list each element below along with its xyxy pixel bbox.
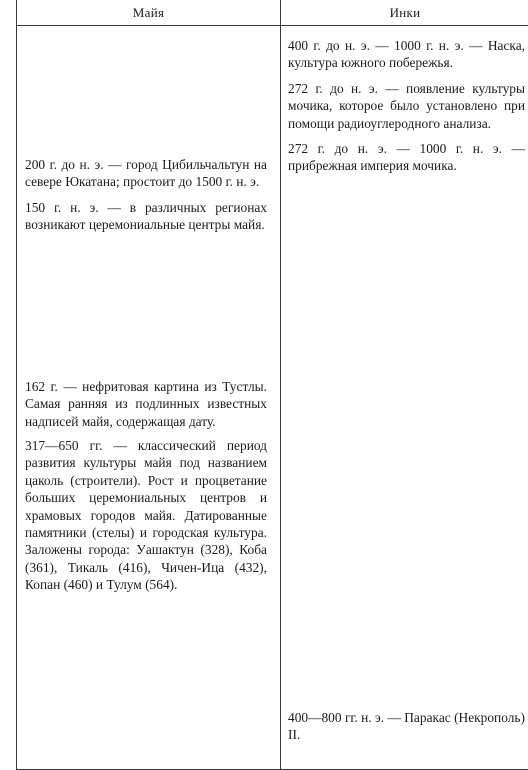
- entry-text: 317—650 гг. — классический период развития культуры майя под названием цаколь (строители). Рост и процветание больших церемониальных центров и храмовых городов майя. Датированные памятники (стелы) и городская культура. Заложены города: Уашактун (328), Коба (361), Тикаль (416), Чичен-Ица (432), Копан (460) и Тулум (564).: [25, 438, 267, 593]
- inca-entry-paracas: [288, 709, 525, 744]
- entry-text: 150 г. н. э. — в различных регионах возникают церемониальные центры майя.: [25, 200, 267, 233]
- entry-text: 272 г. до н. э. — появление культуры мочика, которое было установлено при помощи радиоуглеродного анализа.: [288, 81, 525, 131]
- entry-text: 162 г. — нефритовая картина из Тустлы. Самая ранняя из подлинных известных надписей майя, содержащая дату.: [25, 379, 267, 429]
- chronology-table: [16, 0, 528, 770]
- maya-entry-ceremonial-centers: [25, 199, 267, 234]
- table-header: [17, 0, 528, 26]
- inca-entry-mochica-appearance: [288, 80, 525, 132]
- entry-text: 400 г. до н. э. — 1000 г. н. э. — Наска, культура южного побережья.: [288, 38, 525, 71]
- maya-entry-tuxtla: [25, 378, 267, 430]
- entry-text: 272 г. до н. э. — 1000 г. н. э. — прибрежная империя мочика.: [288, 141, 525, 174]
- entry-text: 200 г. до н. э. — город Цибильчальтун на севере Юкатана; простоит до 1500 г. н. э.: [25, 157, 267, 190]
- maya-entry-classic-period: [25, 437, 267, 594]
- maya-entry-tsibilchaltun: [25, 156, 267, 191]
- inca-entry-mochica-empire: [288, 140, 525, 175]
- entry-text: 400—800 гг. н. э. — Паракас (Некрополь) II.: [288, 710, 525, 743]
- inca-entry-nazca: [288, 37, 525, 72]
- column-divider: [280, 0, 281, 770]
- column-header-inca: Инки: [389, 5, 421, 20]
- column-header-maya: Майя: [132, 5, 165, 20]
